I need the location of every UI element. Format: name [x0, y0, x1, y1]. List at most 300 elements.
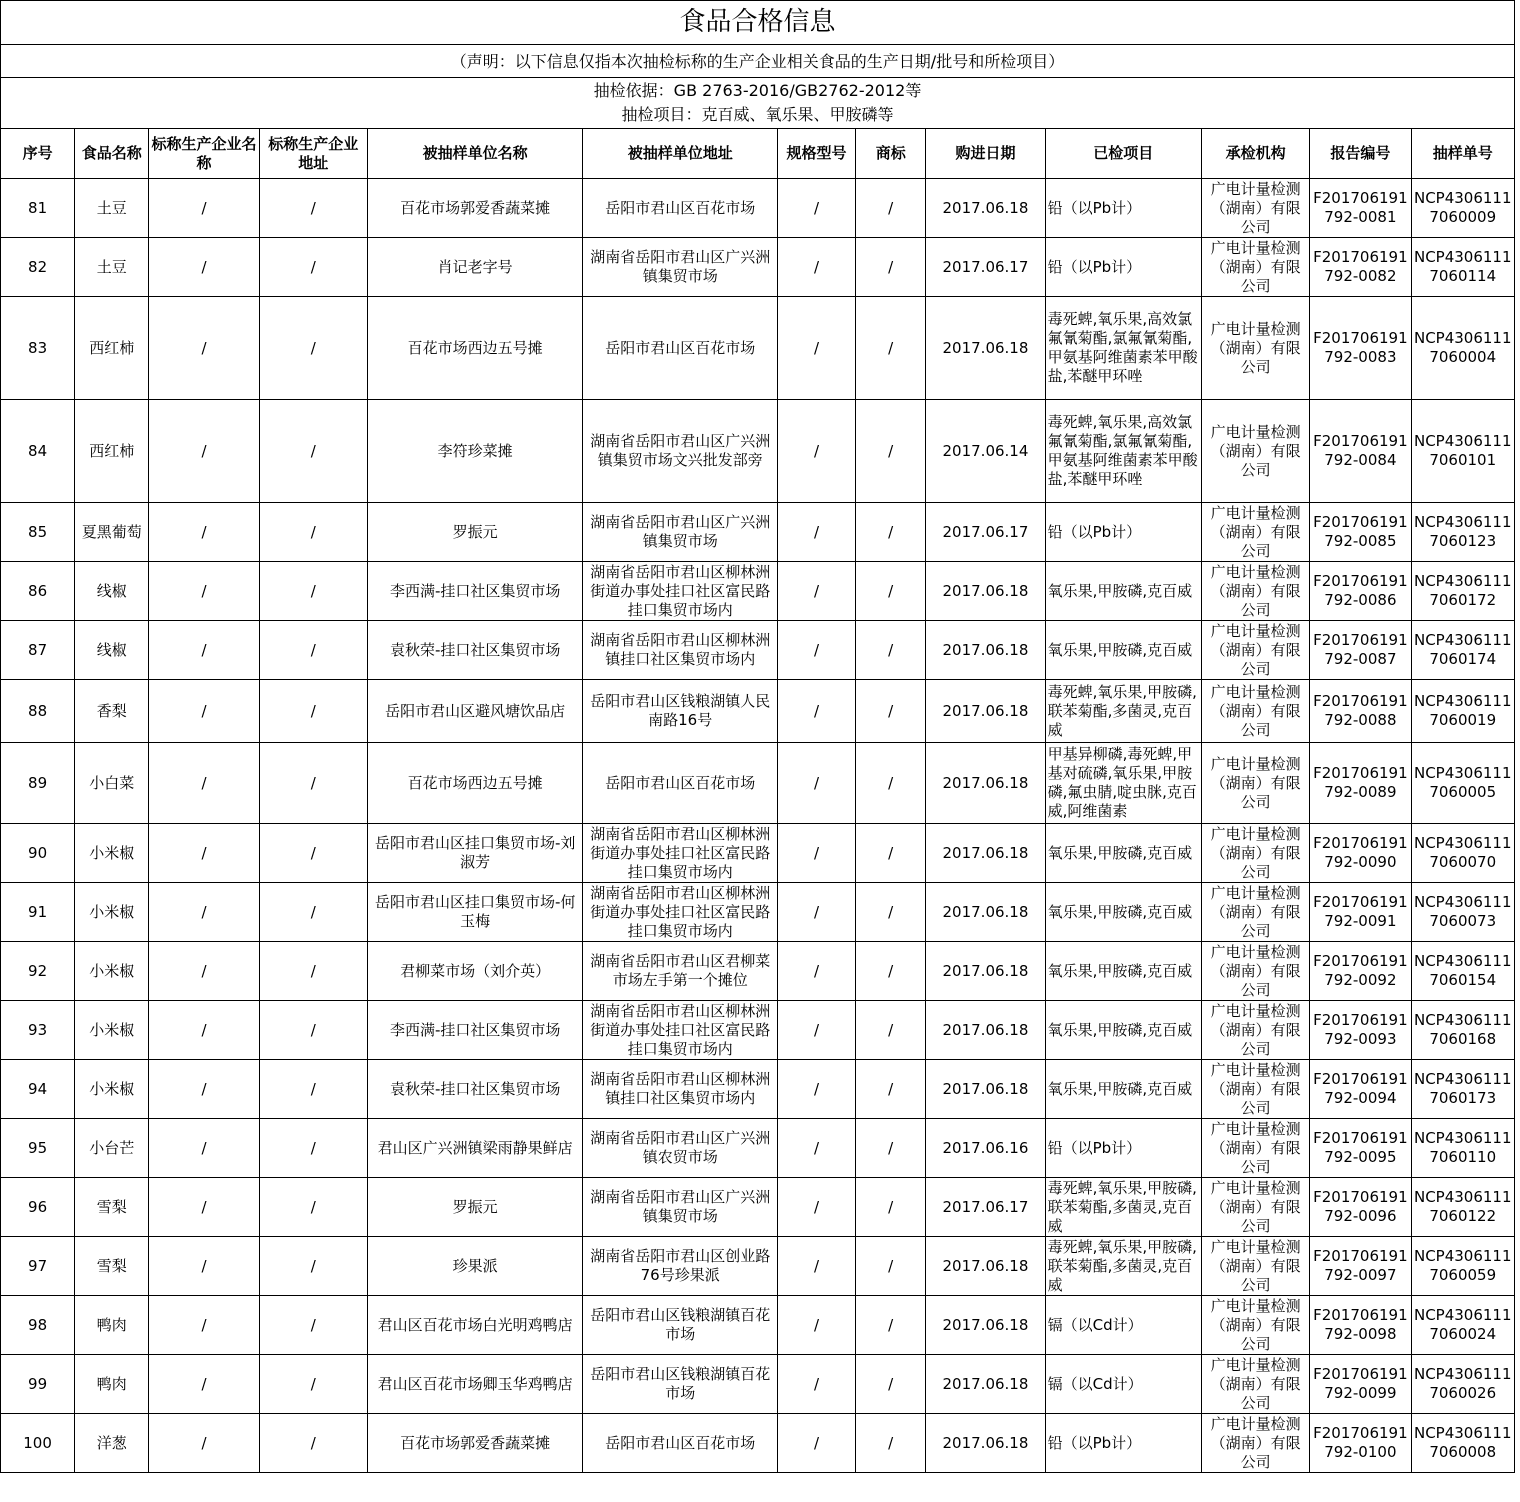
cell-lab: 广电计量检测（湖南）有限公司 — [1201, 680, 1309, 743]
cell-tested: 镉（以Cd计） — [1045, 1296, 1201, 1355]
cell-tested: 氧乐果,甲胺磷,克百威 — [1045, 1060, 1201, 1119]
cell-unit: 百花市场西边五号摊 — [367, 297, 583, 400]
cell-brand: / — [856, 503, 926, 562]
cell-mfr: / — [149, 1119, 259, 1178]
cell-lab: 广电计量检测（湖南）有限公司 — [1201, 621, 1309, 680]
cell-mfr: / — [149, 562, 259, 621]
cell-date: 2017.06.16 — [926, 1119, 1045, 1178]
cell-brand: / — [856, 824, 926, 883]
cell-mfr-addr: / — [259, 297, 367, 400]
cell-mfr-addr: / — [259, 883, 367, 942]
cell-unit: 罗振元 — [367, 503, 583, 562]
cell-sample: NCP43061117060154 — [1411, 942, 1515, 1001]
cell-lab: 广电计量检测（湖南）有限公司 — [1201, 503, 1309, 562]
col-header: 报告编号 — [1310, 129, 1411, 179]
cell-report: F201706191792-0087 — [1310, 621, 1411, 680]
cell-unit: 百花市场西边五号摊 — [367, 743, 583, 824]
cell-spec: / — [777, 824, 855, 883]
cell-mfr: / — [149, 238, 259, 297]
col-header: 购进日期 — [926, 129, 1045, 179]
table-row — [1, 297, 1515, 400]
cell-brand: / — [856, 743, 926, 824]
cell-food: 鸭肉 — [75, 1296, 149, 1355]
cell-spec: / — [777, 1119, 855, 1178]
cell-spec: / — [777, 1355, 855, 1414]
cell-mfr-addr: / — [259, 503, 367, 562]
cell-tested: 氧乐果,甲胺磷,克百威 — [1045, 621, 1201, 680]
cell-report: F201706191792-0088 — [1310, 680, 1411, 743]
cell-sample: NCP43061117060073 — [1411, 883, 1515, 942]
cell-report: F201706191792-0099 — [1310, 1355, 1411, 1414]
table-row — [1, 238, 1515, 297]
cell-unit: 岳阳市君山区避风塘饮品店 — [367, 680, 583, 743]
cell-no: 90 — [1, 824, 75, 883]
cell-report: F201706191792-0093 — [1310, 1001, 1411, 1060]
cell-brand: / — [856, 1355, 926, 1414]
cell-report: F201706191792-0086 — [1310, 562, 1411, 621]
cell-no: 99 — [1, 1355, 75, 1414]
cell-report: F201706191792-0089 — [1310, 743, 1411, 824]
cell-report: F201706191792-0090 — [1310, 824, 1411, 883]
cell-date: 2017.06.17 — [926, 1178, 1045, 1237]
table-row — [1, 1414, 1515, 1473]
header-row — [1, 129, 1515, 179]
cell-food: 小米椒 — [75, 824, 149, 883]
table-row — [1, 1355, 1515, 1414]
cell-brand: / — [856, 562, 926, 621]
cell-brand: / — [856, 1178, 926, 1237]
cell-mfr-addr: / — [259, 824, 367, 883]
cell-tested: 毒死蜱,氧乐果,甲胺磷,联苯菊酯,多菌灵,克百威 — [1045, 680, 1201, 743]
cell-brand: / — [856, 1060, 926, 1119]
cell-unit: 李符珍菜摊 — [367, 400, 583, 503]
cell-no: 81 — [1, 179, 75, 238]
cell-sample: NCP43061117060114 — [1411, 238, 1515, 297]
cell-lab: 广电计量检测（湖南）有限公司 — [1201, 1060, 1309, 1119]
cell-unit: 袁秋荣-挂口社区集贸市场 — [367, 621, 583, 680]
col-header: 规格型号 — [777, 129, 855, 179]
cell-unit: 君山区百花市场卿玉华鸡鸭店 — [367, 1355, 583, 1414]
cell-report: F201706191792-0094 — [1310, 1060, 1411, 1119]
cell-mfr-addr: / — [259, 1119, 367, 1178]
cell-lab: 广电计量检测（湖南）有限公司 — [1201, 400, 1309, 503]
cell-unit-addr: 湖南省岳阳市君山区君柳菜市场左手第一个摊位 — [583, 942, 777, 1001]
cell-food: 线椒 — [75, 621, 149, 680]
cell-sample: NCP43061117060122 — [1411, 1178, 1515, 1237]
cell-spec: / — [777, 1001, 855, 1060]
cell-sample: NCP43061117060101 — [1411, 400, 1515, 503]
cell-brand: / — [856, 1001, 926, 1060]
cell-unit-addr: 湖南省岳阳市君山区广兴洲镇农贸市场 — [583, 1119, 777, 1178]
cell-unit-addr: 岳阳市君山区百花市场 — [583, 743, 777, 824]
cell-unit: 肖记老字号 — [367, 238, 583, 297]
cell-report: F201706191792-0095 — [1310, 1119, 1411, 1178]
cell-mfr-addr: / — [259, 1296, 367, 1355]
cell-no: 100 — [1, 1414, 75, 1473]
cell-unit-addr: 岳阳市君山区钱粮湖镇百花市场 — [583, 1296, 777, 1355]
cell-brand: / — [856, 1237, 926, 1296]
cell-sample: NCP43061117060168 — [1411, 1001, 1515, 1060]
col-header: 承检机构 — [1201, 129, 1309, 179]
cell-lab: 广电计量检测（湖南）有限公司 — [1201, 743, 1309, 824]
cell-report: F201706191792-0096 — [1310, 1178, 1411, 1237]
cell-food: 小台芒 — [75, 1119, 149, 1178]
cell-no: 87 — [1, 621, 75, 680]
cell-unit: 君山区百花市场白光明鸡鸭店 — [367, 1296, 583, 1355]
cell-sample: NCP43061117060173 — [1411, 1060, 1515, 1119]
cell-mfr: / — [149, 1001, 259, 1060]
cell-sample: NCP43061117060024 — [1411, 1296, 1515, 1355]
table-row — [1, 824, 1515, 883]
cell-mfr-addr: / — [259, 1237, 367, 1296]
cell-tested: 甲基异柳磷,毒死蜱,甲基对硫磷,氧乐果,甲胺磷,氟虫腈,啶虫脒,克百威,阿维菌素 — [1045, 743, 1201, 824]
cell-no: 83 — [1, 297, 75, 400]
cell-tested: 镉（以Cd计） — [1045, 1355, 1201, 1414]
cell-brand: / — [856, 883, 926, 942]
cell-lab: 广电计量检测（湖南）有限公司 — [1201, 883, 1309, 942]
sheet-title: 食品合格信息 — [1, 1, 1515, 45]
table-row — [1, 1060, 1515, 1119]
cell-mfr: / — [149, 942, 259, 1001]
col-header: 抽样单号 — [1411, 129, 1515, 179]
cell-mfr-addr: / — [259, 238, 367, 297]
cell-no: 89 — [1, 743, 75, 824]
cell-brand: / — [856, 238, 926, 297]
col-header: 被抽样单位地址 — [583, 129, 777, 179]
cell-mfr: / — [149, 503, 259, 562]
cell-spec: / — [777, 942, 855, 1001]
cell-mfr-addr: / — [259, 562, 367, 621]
cell-mfr-addr: / — [259, 1060, 367, 1119]
cell-date: 2017.06.17 — [926, 238, 1045, 297]
cell-unit: 罗振元 — [367, 1178, 583, 1237]
cell-tested: 氧乐果,甲胺磷,克百威 — [1045, 562, 1201, 621]
cell-food: 雪梨 — [75, 1178, 149, 1237]
cell-sample: NCP43061117060008 — [1411, 1414, 1515, 1473]
col-header: 食品名称 — [75, 129, 149, 179]
cell-sample: NCP43061117060004 — [1411, 297, 1515, 400]
cell-mfr: / — [149, 1237, 259, 1296]
cell-report: F201706191792-0082 — [1310, 238, 1411, 297]
cell-food: 鸭肉 — [75, 1355, 149, 1414]
cell-unit-addr: 湖南省岳阳市君山区广兴洲镇集贸市场 — [583, 238, 777, 297]
cell-report: F201706191792-0098 — [1310, 1296, 1411, 1355]
table-row — [1, 1296, 1515, 1355]
cell-food: 小米椒 — [75, 942, 149, 1001]
cell-report: F201706191792-0083 — [1310, 297, 1411, 400]
cell-no: 94 — [1, 1060, 75, 1119]
cell-spec: / — [777, 883, 855, 942]
cell-lab: 广电计量检测（湖南）有限公司 — [1201, 1119, 1309, 1178]
cell-brand: / — [856, 400, 926, 503]
cell-unit-addr: 湖南省岳阳市君山区柳林洲街道办事处挂口社区富民路挂口集贸市场内 — [583, 562, 777, 621]
cell-mfr-addr: / — [259, 942, 367, 1001]
table-row — [1, 621, 1515, 680]
cell-sample: NCP43061117060026 — [1411, 1355, 1515, 1414]
cell-mfr-addr: / — [259, 680, 367, 743]
cell-food: 小米椒 — [75, 883, 149, 942]
cell-sample: NCP43061117060172 — [1411, 562, 1515, 621]
cell-food: 雪梨 — [75, 1237, 149, 1296]
cell-food: 小米椒 — [75, 1001, 149, 1060]
cell-date: 2017.06.18 — [926, 1296, 1045, 1355]
cell-spec: / — [777, 297, 855, 400]
cell-no: 93 — [1, 1001, 75, 1060]
cell-sample: NCP43061117060110 — [1411, 1119, 1515, 1178]
cell-date: 2017.06.18 — [926, 179, 1045, 238]
cell-spec: / — [777, 400, 855, 503]
cell-unit: 岳阳市君山区挂口集贸市场-刘淑芳 — [367, 824, 583, 883]
cell-unit-addr: 湖南省岳阳市君山区广兴洲镇集贸市场 — [583, 1178, 777, 1237]
cell-food: 夏黑葡萄 — [75, 503, 149, 562]
cell-report: F201706191792-0084 — [1310, 400, 1411, 503]
cell-mfr: / — [149, 1178, 259, 1237]
cell-sample: NCP43061117060070 — [1411, 824, 1515, 883]
cell-unit-addr: 湖南省岳阳市君山区柳林洲街道办事处挂口社区富民路挂口集贸市场内 — [583, 883, 777, 942]
table-row — [1, 1001, 1515, 1060]
cell-spec: / — [777, 1296, 855, 1355]
cell-unit: 百花市场郭爱香蔬菜摊 — [367, 179, 583, 238]
cell-mfr-addr: / — [259, 1355, 367, 1414]
table-row — [1, 1237, 1515, 1296]
cell-mfr: / — [149, 1355, 259, 1414]
cell-date: 2017.06.17 — [926, 503, 1045, 562]
cell-brand: / — [856, 942, 926, 1001]
cell-no: 85 — [1, 503, 75, 562]
cell-no: 82 — [1, 238, 75, 297]
cell-lab: 广电计量检测（湖南）有限公司 — [1201, 1414, 1309, 1473]
cell-food: 西红柿 — [75, 400, 149, 503]
cell-mfr: / — [149, 1296, 259, 1355]
cell-mfr: / — [149, 297, 259, 400]
cell-date: 2017.06.18 — [926, 883, 1045, 942]
cell-unit: 李西满-挂口社区集贸市场 — [367, 562, 583, 621]
cell-lab: 广电计量检测（湖南）有限公司 — [1201, 942, 1309, 1001]
cell-mfr: / — [149, 883, 259, 942]
cell-mfr: / — [149, 621, 259, 680]
col-header: 已检项目 — [1045, 129, 1201, 179]
cell-date: 2017.06.18 — [926, 743, 1045, 824]
col-header: 被抽样单位名称 — [367, 129, 583, 179]
cell-mfr: / — [149, 680, 259, 743]
cell-mfr: / — [149, 743, 259, 824]
cell-lab: 广电计量检测（湖南）有限公司 — [1201, 824, 1309, 883]
cell-brand: / — [856, 1296, 926, 1355]
cell-spec: / — [777, 621, 855, 680]
cell-no: 88 — [1, 680, 75, 743]
table-row — [1, 883, 1515, 942]
cell-spec: / — [777, 238, 855, 297]
cell-mfr-addr: / — [259, 179, 367, 238]
cell-unit-addr: 湖南省岳阳市君山区广兴洲镇集贸市场文兴批发部旁 — [583, 400, 777, 503]
cell-date: 2017.06.18 — [926, 942, 1045, 1001]
cell-brand: / — [856, 1119, 926, 1178]
cell-spec: / — [777, 1178, 855, 1237]
cell-date: 2017.06.18 — [926, 621, 1045, 680]
cell-spec: / — [777, 503, 855, 562]
basis-text: 抽检依据：GB 2763-2016/GB2762-2012等 — [593, 81, 922, 100]
cell-no: 98 — [1, 1296, 75, 1355]
cell-mfr-addr: / — [259, 621, 367, 680]
cell-mfr: / — [149, 1414, 259, 1473]
cell-spec: / — [777, 179, 855, 238]
cell-food: 小白菜 — [75, 743, 149, 824]
cell-tested: 氧乐果,甲胺磷,克百威 — [1045, 1001, 1201, 1060]
cell-spec: / — [777, 1414, 855, 1473]
cell-unit-addr: 湖南省岳阳市君山区创业路76号珍果派 — [583, 1237, 777, 1296]
cell-unit: 珍果派 — [367, 1237, 583, 1296]
col-header: 标称生产企业名称 — [149, 129, 259, 179]
cell-no: 86 — [1, 562, 75, 621]
table-row — [1, 743, 1515, 824]
cell-unit-addr: 岳阳市君山区钱粮湖镇百花市场 — [583, 1355, 777, 1414]
table-row — [1, 1178, 1515, 1237]
cell-unit: 岳阳市君山区挂口集贸市场-何玉梅 — [367, 883, 583, 942]
cell-unit: 君山区广兴洲镇梁雨静果鲜店 — [367, 1119, 583, 1178]
cell-tested: 氧乐果,甲胺磷,克百威 — [1045, 883, 1201, 942]
cell-unit-addr: 岳阳市君山区钱粮湖镇人民南路16号 — [583, 680, 777, 743]
cell-unit-addr: 湖南省岳阳市君山区柳林洲镇挂口社区集贸市场内 — [583, 1060, 777, 1119]
cell-report: F201706191792-0097 — [1310, 1237, 1411, 1296]
cell-tested: 氧乐果,甲胺磷,克百威 — [1045, 942, 1201, 1001]
cell-food: 土豆 — [75, 238, 149, 297]
cell-mfr: / — [149, 179, 259, 238]
cell-unit-addr: 湖南省岳阳市君山区柳林洲街道办事处挂口社区富民路挂口集贸市场内 — [583, 1001, 777, 1060]
cell-tested: 铅（以Pb计） — [1045, 503, 1201, 562]
declaration: （声明：以下信息仅指本次抽检标称的生产企业相关食品的生产日期/批号和所检项目） — [1, 45, 1515, 78]
cell-lab: 广电计量检测（湖南）有限公司 — [1201, 562, 1309, 621]
cell-food: 土豆 — [75, 179, 149, 238]
cell-lab: 广电计量检测（湖南）有限公司 — [1201, 1355, 1309, 1414]
cell-lab: 广电计量检测（湖南）有限公司 — [1201, 1178, 1309, 1237]
cell-date: 2017.06.18 — [926, 1414, 1045, 1473]
cell-sample: NCP43061117060059 — [1411, 1237, 1515, 1296]
cell-unit-addr: 湖南省岳阳市君山区广兴洲镇集贸市场 — [583, 503, 777, 562]
cell-unit-addr: 岳阳市君山区百花市场 — [583, 1414, 777, 1473]
cell-no: 84 — [1, 400, 75, 503]
cell-brand: / — [856, 297, 926, 400]
cell-food: 洋葱 — [75, 1414, 149, 1473]
cell-brand: / — [856, 680, 926, 743]
cell-lab: 广电计量检测（湖南）有限公司 — [1201, 1296, 1309, 1355]
cell-mfr: / — [149, 1060, 259, 1119]
cell-food: 小米椒 — [75, 1060, 149, 1119]
cell-no: 97 — [1, 1237, 75, 1296]
cell-date: 2017.06.18 — [926, 824, 1045, 883]
cell-unit: 袁秋荣-挂口社区集贸市场 — [367, 1060, 583, 1119]
cell-date: 2017.06.18 — [926, 1355, 1045, 1414]
cell-food: 香梨 — [75, 680, 149, 743]
cell-spec: / — [777, 743, 855, 824]
cell-unit-addr: 湖南省岳阳市君山区柳林洲镇挂口社区集贸市场内 — [583, 621, 777, 680]
cell-sample: NCP43061117060005 — [1411, 743, 1515, 824]
cell-sample: NCP43061117060123 — [1411, 503, 1515, 562]
cell-unit: 百花市场郭爱香蔬菜摊 — [367, 1414, 583, 1473]
cell-mfr: / — [149, 400, 259, 503]
cell-tested: 毒死蜱,氧乐果,高效氯氟氰菊酯,氯氟氰菊酯,甲氨基阿维菌素苯甲酸盐,苯醚甲环唑 — [1045, 297, 1201, 400]
cell-date: 2017.06.18 — [926, 1237, 1045, 1296]
cell-date: 2017.06.18 — [926, 680, 1045, 743]
table-row — [1, 942, 1515, 1001]
cell-mfr-addr: / — [259, 400, 367, 503]
cell-lab: 广电计量检测（湖南）有限公司 — [1201, 179, 1309, 238]
table-row — [1, 179, 1515, 238]
cell-tested: 铅（以Pb计） — [1045, 1414, 1201, 1473]
cell-no: 95 — [1, 1119, 75, 1178]
cell-spec: / — [777, 562, 855, 621]
cell-report: F201706191792-0092 — [1310, 942, 1411, 1001]
cell-food: 线椒 — [75, 562, 149, 621]
cell-mfr-addr: / — [259, 1414, 367, 1473]
cell-spec: / — [777, 1060, 855, 1119]
inspection-basis — [1, 78, 1515, 129]
cell-tested: 毒死蜱,氧乐果,甲胺磷,联苯菊酯,多菌灵,克百威 — [1045, 1178, 1201, 1237]
cell-report: F201706191792-0091 — [1310, 883, 1411, 942]
cell-report: F201706191792-0081 — [1310, 179, 1411, 238]
cell-unit-addr: 岳阳市君山区百花市场 — [583, 297, 777, 400]
cell-report: F201706191792-0100 — [1310, 1414, 1411, 1473]
cell-unit: 君柳菜市场（刘介英） — [367, 942, 583, 1001]
cell-tested: 毒死蜱,氧乐果,甲胺磷,联苯菊酯,多菌灵,克百威 — [1045, 1237, 1201, 1296]
table-row — [1, 562, 1515, 621]
cell-lab: 广电计量检测（湖南）有限公司 — [1201, 1237, 1309, 1296]
table-body — [1, 179, 1515, 1473]
cell-date: 2017.06.18 — [926, 1001, 1045, 1060]
items-text: 抽检项目：克百威、氧乐果、甲胺磷等 — [621, 105, 894, 124]
cell-unit-addr: 湖南省岳阳市君山区柳林洲街道办事处挂口社区富民路挂口集贸市场内 — [583, 824, 777, 883]
cell-spec: / — [777, 680, 855, 743]
table-row — [1, 1119, 1515, 1178]
cell-mfr-addr: / — [259, 1178, 367, 1237]
cell-date: 2017.06.18 — [926, 562, 1045, 621]
cell-tested: 铅（以Pb计） — [1045, 1119, 1201, 1178]
cell-lab: 广电计量检测（湖南）有限公司 — [1201, 1001, 1309, 1060]
cell-sample: NCP43061117060174 — [1411, 621, 1515, 680]
col-header: 序号 — [1, 129, 75, 179]
cell-report: F201706191792-0085 — [1310, 503, 1411, 562]
table-row — [1, 503, 1515, 562]
cell-brand: / — [856, 1414, 926, 1473]
cell-tested: 铅（以Pb计） — [1045, 238, 1201, 297]
cell-no: 96 — [1, 1178, 75, 1237]
cell-sample: NCP43061117060009 — [1411, 179, 1515, 238]
cell-lab: 广电计量检测（湖南）有限公司 — [1201, 238, 1309, 297]
cell-brand: / — [856, 179, 926, 238]
cell-date: 2017.06.14 — [926, 400, 1045, 503]
table-row — [1, 680, 1515, 743]
cell-lab: 广电计量检测（湖南）有限公司 — [1201, 297, 1309, 400]
cell-tested: 氧乐果,甲胺磷,克百威 — [1045, 824, 1201, 883]
cell-no: 92 — [1, 942, 75, 1001]
cell-date: 2017.06.18 — [926, 1060, 1045, 1119]
cell-unit-addr: 岳阳市君山区百花市场 — [583, 179, 777, 238]
cell-mfr-addr: / — [259, 743, 367, 824]
cell-no: 91 — [1, 883, 75, 942]
cell-tested: 毒死蜱,氧乐果,高效氯氟氰菊酯,氯氟氰菊酯,甲氨基阿维菌素苯甲酸盐,苯醚甲环唑 — [1045, 400, 1201, 503]
col-header: 商标 — [856, 129, 926, 179]
cell-spec: / — [777, 1237, 855, 1296]
table-row — [1, 400, 1515, 503]
cell-food: 西红柿 — [75, 297, 149, 400]
cell-brand: / — [856, 621, 926, 680]
col-header: 标称生产企业地址 — [259, 129, 367, 179]
cell-mfr-addr: / — [259, 1001, 367, 1060]
cell-mfr: / — [149, 824, 259, 883]
cell-unit: 李西满-挂口社区集贸市场 — [367, 1001, 583, 1060]
cell-sample: NCP43061117060019 — [1411, 680, 1515, 743]
cell-tested: 铅（以Pb计） — [1045, 179, 1201, 238]
cell-date: 2017.06.18 — [926, 297, 1045, 400]
